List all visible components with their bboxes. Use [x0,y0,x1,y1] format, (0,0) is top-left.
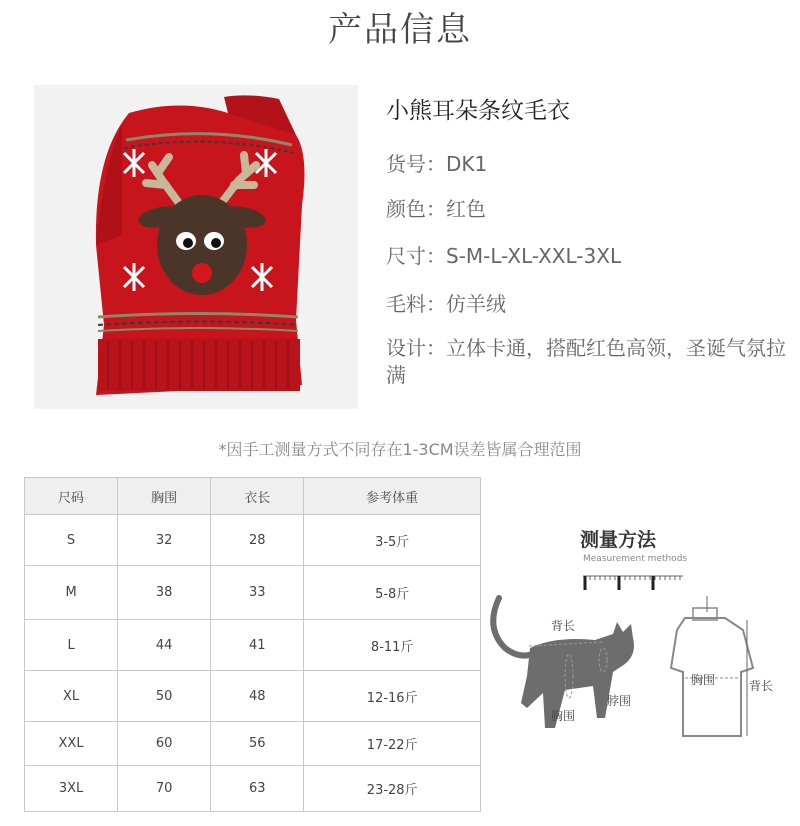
spec-sizes: 尺寸：S-M-L-XL-XXL-3XL [386,244,622,268]
cell-length: 56 [211,722,304,766]
cell-weight: 12-16斤 [304,671,481,722]
header-length: 衣长 [211,478,304,515]
table-header-row [25,478,481,515]
cell-chest: 44 [118,620,211,671]
cell-weight: 8-11斤 [304,620,481,671]
cell-weight: 17-22斤 [304,722,481,766]
cell-weight: 3-5斤 [304,515,481,566]
table-row [25,671,481,722]
cell-length: 41 [211,620,304,671]
size-table [24,477,481,812]
shirt-back-label: 背长 [749,679,774,693]
cell-length: 48 [211,671,304,722]
ruler-icon [583,576,683,590]
table-row [25,620,481,671]
sweater-illustration [34,85,358,409]
cell-length: 28 [211,515,304,566]
cell-chest: 32 [118,515,211,566]
header-weight: 参考体重 [304,478,481,515]
spec-material: 毛料：仿羊绒 [386,292,506,316]
cell-weight: 5-8斤 [304,566,481,620]
page-title: 产品信息 [328,10,472,50]
spec-design: 设计：立体卡通，搭配红色高领，圣诞气氛拉满 [386,336,786,387]
cat-neck-label: 脖围 [607,694,632,708]
table-row [25,722,481,766]
measurement-subtitle: Measurement methods [583,554,688,564]
cell-size: L [25,620,118,671]
spec-color: 颜色：红色 [386,197,486,221]
cell-chest: 60 [118,722,211,766]
table-row [25,766,481,812]
cell-length: 63 [211,766,304,812]
product-name: 小熊耳朵条纹毛衣 [386,98,570,124]
table-row [25,515,481,566]
shirt-outline [671,596,753,736]
header-size: 尺码 [25,478,118,515]
cell-size: XXL [25,722,118,766]
cell-size: 3XL [25,766,118,812]
cell-chest: 38 [118,566,211,620]
cell-size: S [25,515,118,566]
measurement-note: *因手工测量方式不同存在1-3CM误差皆属合理范围 [218,440,582,459]
shirt-chest-label: 胸围 [691,673,716,687]
cell-length: 33 [211,566,304,620]
measurement-diagram [485,568,785,753]
cell-size: XL [25,671,118,722]
cell-chest: 70 [118,766,211,812]
cat-back-label: 背长 [551,619,576,633]
cell-size: M [25,566,118,620]
measurement-title: 测量方法 [580,529,657,551]
product-photo [34,85,358,409]
cat-chest-label: 胸围 [551,709,576,723]
header-chest: 胸围 [118,478,211,515]
cell-weight: 23-28斤 [304,766,481,812]
spec-item-number: 货号：DK1 [386,152,488,176]
table-row [25,566,481,620]
cell-chest: 50 [118,671,211,722]
